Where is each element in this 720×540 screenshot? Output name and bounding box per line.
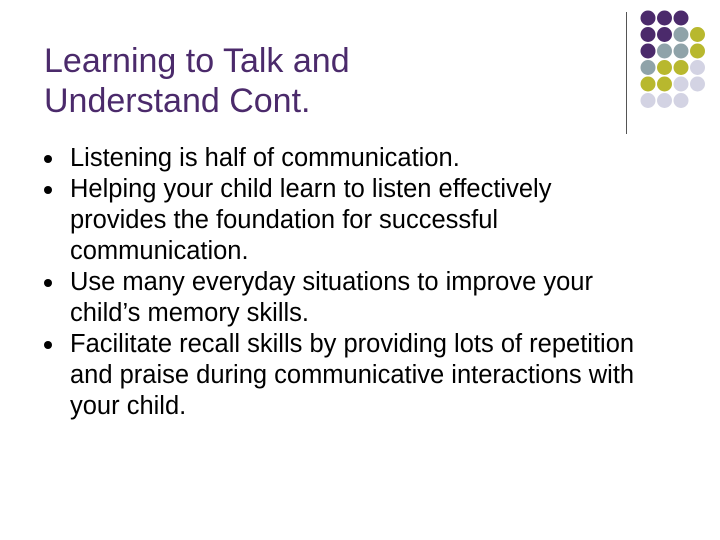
decorative-dot (641, 77, 656, 92)
bullet-dot (44, 341, 52, 349)
bullet-item-4 (44, 329, 654, 422)
bullet-text: Facilitate recall skills by providing lots of repetition and praise during communicative interactions with your child. (70, 330, 635, 420)
decorative-dot (641, 60, 656, 75)
decorative-dot (657, 93, 672, 108)
bullet-text: Listening is half of communication. (70, 144, 460, 172)
decorative-dot (690, 60, 705, 75)
decorative-dot (657, 11, 672, 26)
decorative-dot (674, 27, 689, 42)
decorative-dot (674, 11, 689, 26)
title-line-2: Understand Cont. (44, 81, 311, 120)
decorative-dot (674, 77, 689, 92)
bullet-list (44, 143, 654, 422)
bullet-text: Helping your child learn to listen effectively provides the foundation for successful communication. (70, 175, 552, 265)
bullet-dot (44, 186, 52, 194)
bullet-item-1 (44, 143, 654, 174)
decorative-dot (641, 11, 656, 26)
decorative-dot (674, 93, 689, 108)
decorative-dot (641, 44, 656, 59)
decorative-dot (674, 44, 689, 59)
decorative-dot (657, 77, 672, 92)
decorative-dot (657, 27, 672, 42)
decorative-dot (657, 44, 672, 59)
decorative-dot (690, 44, 705, 59)
decorative-dot (641, 93, 656, 108)
title-line-1: Learning to Talk and (44, 41, 350, 80)
decorative-dot (641, 27, 656, 42)
bullet-dot (44, 155, 52, 163)
decorative-dot (674, 60, 689, 75)
bullet-item-2 (44, 174, 654, 267)
bullet-item-3 (44, 267, 654, 329)
bullet-dot (44, 279, 52, 287)
decorative-dot-grid (0, 0, 720, 140)
bullet-text: Use many everyday situations to improve your child’s memory skills. (70, 268, 593, 327)
decorative-dot (690, 27, 705, 42)
decorative-dot (690, 77, 705, 92)
decorative-dot (657, 60, 672, 75)
